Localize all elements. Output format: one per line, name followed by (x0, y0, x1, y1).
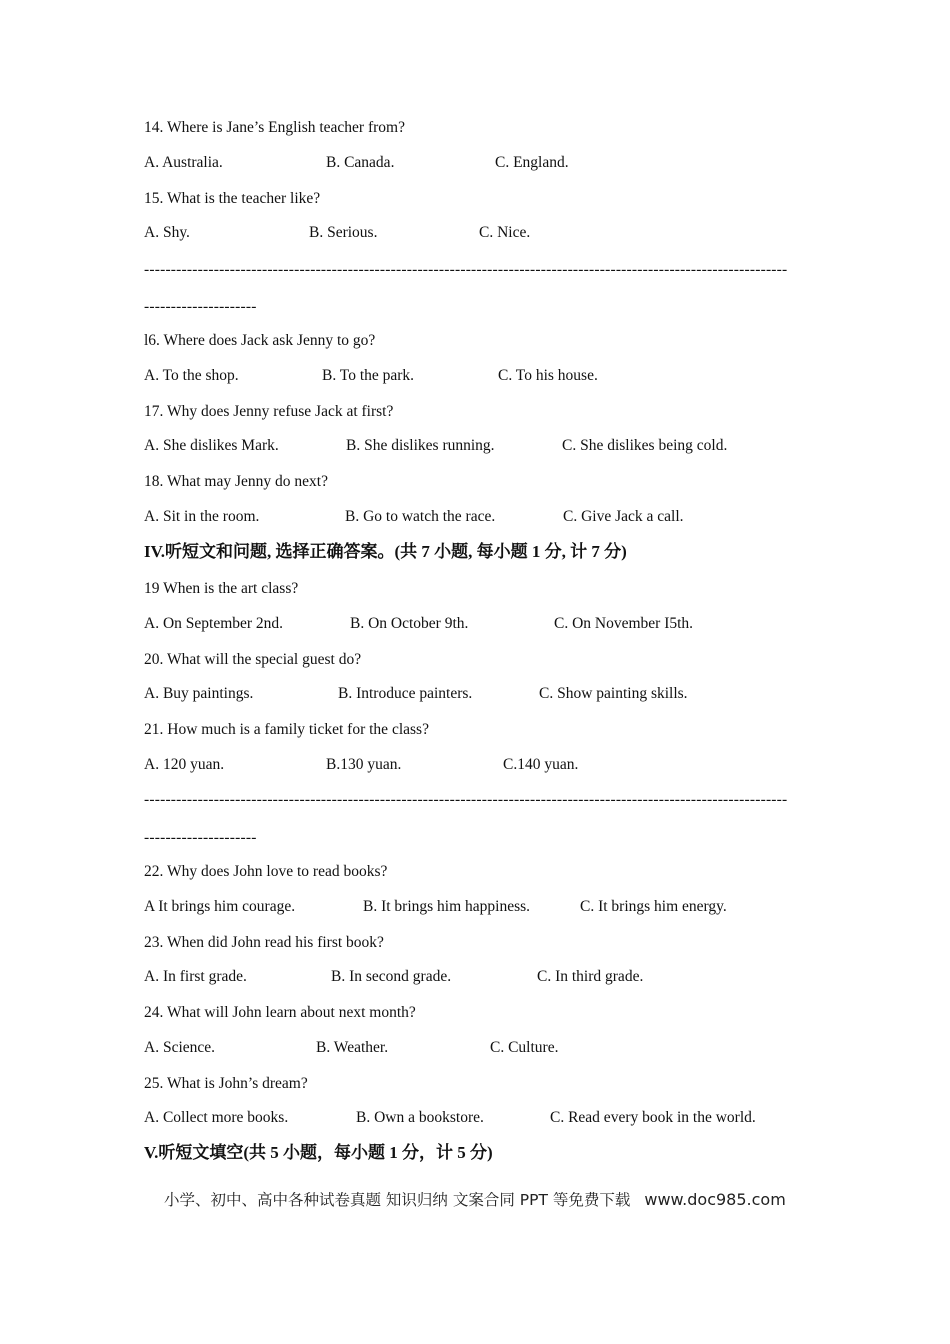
q18-option-a: A. Sit in the room. (144, 508, 260, 525)
q18-option-b: B. Go to watch the race. (345, 508, 496, 525)
divider-line-short: --------------------- (144, 298, 257, 315)
q22-option-c: C. It brings him energy. (580, 898, 727, 915)
divider-line-short: --------------------- (144, 829, 257, 846)
q16-option-b: B. To the park. (322, 367, 415, 384)
q17-option-b: B. She dislikes running. (346, 437, 495, 454)
q24-option-c: C. Culture. (490, 1039, 559, 1056)
section-5-heading: V.听短文填空(共 5 小题，每小题 1 分，计 5 分) (144, 1143, 493, 1162)
q19-option-b: B. On October 9th. (350, 615, 469, 632)
q21-option-c: C.140 yuan. (503, 756, 579, 773)
question-15: 15. What is the teacher like? (144, 190, 321, 207)
q14-option-a: A. Australia. (144, 154, 223, 171)
question-24: 24. What will John learn about next month? (144, 1004, 416, 1021)
footer-text: 小学、初中、高中各种试卷真题 知识归纳 文案合同 PPT 等免费下载 (164, 1191, 631, 1209)
page-footer (164, 1190, 786, 1210)
footer-url-link[interactable]: www.doc985.com (644, 1190, 786, 1209)
question-16: l6. Where does Jack ask Jenny to go? (144, 332, 376, 349)
q23-option-a: A. In first grade. (144, 968, 247, 985)
q20-option-c: C. Show painting skills. (539, 685, 688, 702)
q17-option-c: C. She dislikes being cold. (562, 437, 728, 454)
question-17: 17. Why does Jenny refuse Jack at first? (144, 403, 394, 420)
q15-option-c: C. Nice. (479, 224, 531, 241)
q23-option-b: B. In second grade. (331, 968, 452, 985)
q22-option-a: A It brings him courage. (144, 898, 296, 915)
question-19: 19 When is the art class? (144, 580, 299, 597)
question-21: 21. How much is a family ticket for the class? (144, 721, 429, 738)
q19-option-a: A. On September 2nd. (144, 615, 284, 632)
q14-option-b: B. Canada. (326, 154, 395, 171)
q19-option-c: C. On November I5th. (554, 615, 694, 632)
q21-option-b: B.130 yuan. (326, 756, 402, 773)
section-4-heading: IV.听短文和问题, 选择正确答案。(共 7 小题, 每小题 1 分, 计 7 分) (144, 542, 627, 561)
q20-option-b: B. Introduce painters. (338, 685, 473, 702)
question-14: 14. Where is Jane’s English teacher from? (144, 119, 405, 136)
q23-option-c: C. In third grade. (537, 968, 644, 985)
question-23: 23. When did John read his first book? (144, 934, 384, 951)
q18-option-c: C. Give Jack a call. (563, 508, 684, 525)
q16-option-a: A. To the shop. (144, 367, 239, 384)
question-25: 25. What is John’s dream? (144, 1075, 308, 1092)
q25-option-a: A. Collect more books. (144, 1109, 289, 1126)
question-20: 20. What will the special guest do? (144, 651, 362, 668)
q24-option-a: A. Science. (144, 1039, 216, 1056)
q16-option-c: C. To his house. (498, 367, 598, 384)
q25-option-c: C. Read every book in the world. (550, 1109, 756, 1126)
q25-option-b: B. Own a bookstore. (356, 1109, 484, 1126)
q15-option-a: A. Shy. (144, 224, 190, 241)
q14-option-c: C. England. (495, 154, 569, 171)
q15-option-b: B. Serious. (309, 224, 378, 241)
q24-option-b: B. Weather. (316, 1039, 389, 1056)
divider-line-long: ------------------------------------------------------------------------------------------------------------------------ (144, 261, 788, 278)
q21-option-a: A. 120 yuan. (144, 756, 225, 773)
question-22: 22. Why does John love to read books? (144, 863, 388, 880)
q20-option-a: A. Buy paintings. (144, 685, 254, 702)
question-18: 18. What may Jenny do next? (144, 473, 328, 490)
q22-option-b: B. It brings him happiness. (363, 898, 531, 915)
q17-option-a: A. She dislikes Mark. (144, 437, 279, 454)
divider-line-long: ------------------------------------------------------------------------------------------------------------------------ (144, 791, 788, 808)
